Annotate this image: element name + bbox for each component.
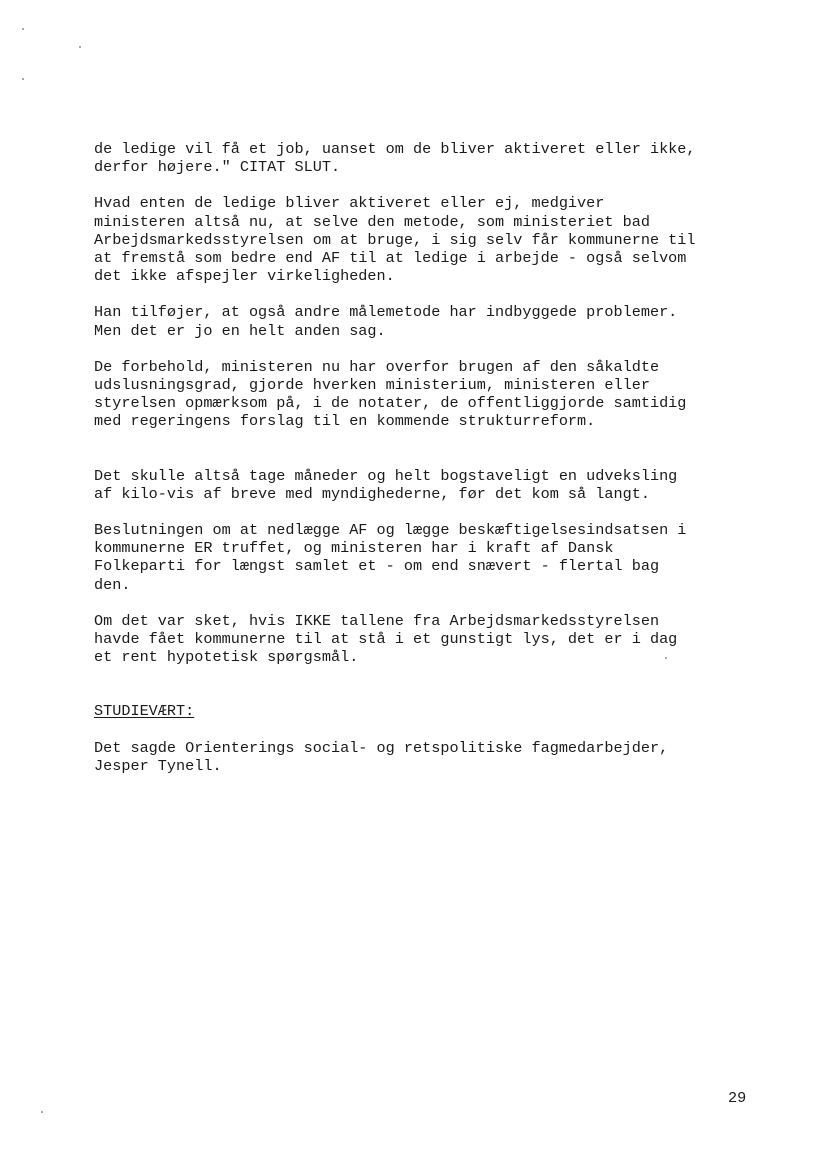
scan-speck <box>79 46 81 48</box>
scan-speck <box>22 78 24 80</box>
paragraph-reservations: De forbehold, ministeren nu har overfor brugen af den såkaldte udslusningsgrad, gjorde hverken ministerium, ministeren eller styrelsen opmærksom på, i de notater, de offentliggjorde samtidig med regeringens forslag til en kommende strukturreform. <box>94 357 687 431</box>
document-body <box>94 140 754 775</box>
scan-speck <box>41 1111 43 1113</box>
paragraph-hypothetical: Om det var sket, hvis IKKE tallene fra Arbejdsmarkedsstyrelsen havde fået kommunerne til at stå i et gunstigt lys, det er i dag et rent hypotetisk spørgsmål. <box>94 611 678 667</box>
page-number: 29 <box>728 1089 747 1107</box>
paragraph-other-methods: Han tilføjer, at også andre målemetode har indbyggede problemer. Men det er jo en helt anden sag. <box>94 303 678 340</box>
speaker-heading: STUDIEVÆRT: <box>94 702 195 721</box>
paragraph-months: Det skulle altså tage måneder og helt bogstaveligt en udveksling af kilo-vis af breve med myndighederne, før det kom så langt. <box>94 466 678 503</box>
paragraph-minister-admits: Hvad enten de ledige bliver aktiveret eller ej, medgiver ministeren altså nu, at selve den metode, som ministeriet bad Arbejdsmarkedsstyrelsen om at bruge, i sig selv får kommunerne til at fremstå som bedre end AF til at ledige i arbejde - også selvom det ikke afspejler virkeligheden. <box>94 194 696 286</box>
paragraph-citat-end: de ledige vil få et job, uanset om de bliver aktiveret eller ikke, derfor højere." CITAT SLUT. <box>94 140 696 177</box>
paragraph-closing: Det sagde Orienterings social- og retspolitiske fagmedarbejder, Jesper Tynell. <box>94 738 669 775</box>
scan-speck <box>22 28 24 30</box>
paragraph-decision: Beslutningen om at nedlægge AF og lægge beskæftigelsesindsatsen i kommunerne ER truffet, og ministeren har i kraft af Dansk Folkeparti for længst samlet et - om end snævert - flertal bag den. <box>94 521 687 594</box>
